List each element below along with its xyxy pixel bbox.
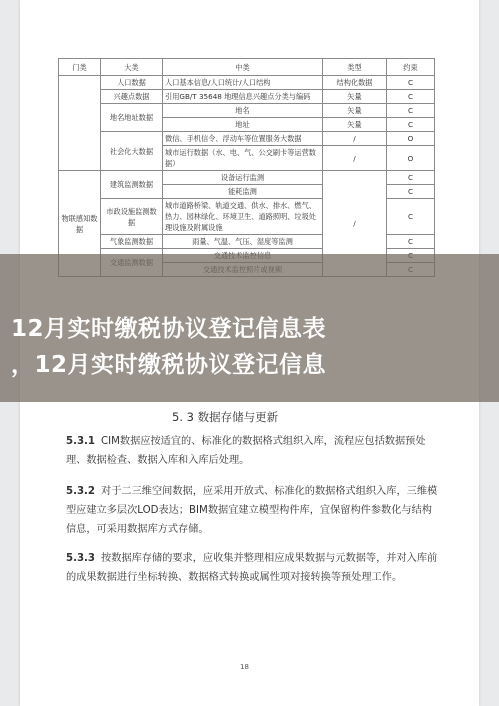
table-cell: /: [323, 132, 387, 146]
header-cell: 中类: [163, 59, 323, 76]
table-cell: 雨量、气温、气压、湿度等监测: [163, 235, 323, 249]
clause-text: CIM数据应按适宜的、标准化的数据格式组织入库，流程应包括数据预处理、数据检查、数据入库和入库后处理。: [66, 436, 426, 466]
data-classification-table: [58, 58, 435, 277]
header-cell: 门类: [59, 59, 101, 76]
table-cell: C: [387, 76, 435, 90]
table-cell: C: [387, 171, 435, 185]
table-cell: C: [387, 90, 435, 104]
table-cell: 建筑监测数据: [101, 171, 163, 199]
table-cell: 人口基本信息/人口统计/人口结构: [163, 76, 323, 90]
clause-text: 对于二三维空间数据，应采用开放式、标准化的数据格式组织入库，三维模型应建立多层次LOD表达；BIM数据宜建立模型构件库，宜保留构件参数化与结构信息，可采用数据库方式存储。: [66, 486, 438, 535]
table-row: [59, 76, 435, 90]
table-cell: 结构化数据: [323, 76, 387, 90]
table-cell: 社会化大数据: [101, 132, 163, 171]
header-cell: 大类: [101, 59, 163, 76]
clause-text: 按数据库存储的要求，应收集并整理相应成果数据与元数据等，并对入库前的成果数据进行坐标转换、数据格式转换或属性项对接转换等预处理工作。: [66, 553, 438, 583]
table-cell: 地名: [163, 104, 323, 118]
page-number: 18: [240, 663, 249, 671]
table-cell: 微信、手机信令、浮动车等位置服务大数据: [163, 132, 323, 146]
table-cell: 设备运行监测: [163, 171, 323, 185]
table-cell: 矢量: [323, 104, 387, 118]
table-cell: O: [387, 132, 435, 146]
table-cell: 城市运行数据（水、电、气、公交刷卡等运营数据）: [163, 146, 323, 171]
table-cell: 市政设施监测数据: [101, 199, 163, 235]
table-cell: 矢量: [323, 90, 387, 104]
table-row: [59, 90, 435, 104]
table-header-row: [59, 59, 435, 76]
table-cell: /: [323, 171, 387, 277]
section-heading: 5. 3 数据存储与更新: [172, 410, 279, 424]
table-row: [59, 104, 435, 118]
table-cell: 地址: [163, 118, 323, 132]
clause-number: 5.3.2: [66, 486, 96, 497]
header-cell: 类型: [323, 59, 387, 76]
paragraph-5-3-1: [66, 432, 438, 470]
table-cell: 能耗监测: [163, 185, 323, 199]
paragraph-5-3-2: [66, 482, 438, 539]
table-row: [59, 171, 435, 185]
table-row: [59, 132, 435, 146]
table-cell: 矢量: [323, 118, 387, 132]
table-cell: 气象监测数据: [101, 235, 163, 249]
table-cell: 引用GB/T 35648 地理信息兴趣点分类与编码: [163, 90, 323, 104]
table-cell: 物联感知数据: [59, 171, 101, 277]
title-overlay-banner: [0, 254, 499, 402]
table-cell: O: [387, 146, 435, 171]
table-cell: 人口数据: [101, 76, 163, 90]
table-cell: C: [387, 199, 435, 235]
table-cell: [59, 76, 101, 171]
table-cell: C: [387, 235, 435, 249]
banner-title-line-2: ，12月实时缴税协议登记信息: [11, 352, 327, 378]
table-cell: 城市道路桥梁、轨道交通、供水、排水、燃气、热力、园林绿化、环境卫生、道路照明、垃圾处理设施及附属设施: [163, 199, 323, 235]
header-cell: 约束: [387, 59, 435, 76]
table-cell: /: [323, 146, 387, 171]
clause-number: 5.3.1: [66, 436, 96, 447]
table-cell: C: [387, 185, 435, 199]
table-cell: C: [387, 104, 435, 118]
table-cell: 兴趣点数据: [101, 90, 163, 104]
table-cell: C: [387, 118, 435, 132]
clause-number: 5.3.3: [66, 553, 96, 564]
paragraph-5-3-3: [66, 549, 438, 587]
table-cell: 地名地址数据: [101, 104, 163, 132]
banner-title-line-1: 12月实时缴税协议登记信息表: [11, 316, 327, 342]
